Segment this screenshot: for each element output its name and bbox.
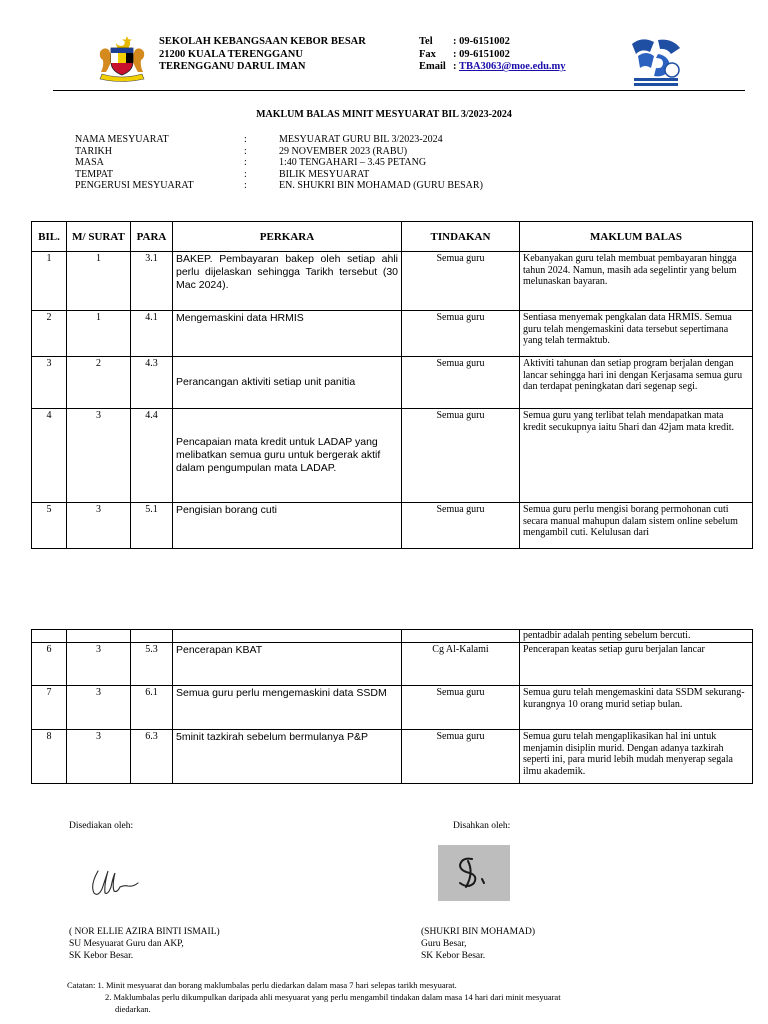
meta-key: MASA — [75, 157, 104, 168]
footnotes — [67, 979, 707, 1015]
header-divider — [53, 90, 745, 91]
col-header-bil: BIL. — [32, 222, 67, 252]
cell-surat: 1 — [67, 252, 131, 311]
fax-row — [419, 49, 566, 62]
col-header-surat: M/ SURAT — [67, 222, 131, 252]
cell-tindakan: Semua guru — [402, 252, 520, 311]
cell-tindakan: Semua guru — [402, 357, 520, 409]
fax-value: : 09-6151002 — [453, 48, 510, 60]
cell-maklum-balas: Aktiviti tahunan dan setiap program berjalan dengan lancar sehingga hari ini dengan Kerjasama semua guru dan terdapat peningkatan dari segenap segi. — [520, 357, 753, 409]
cell-bil: 1 — [32, 252, 67, 311]
signature-prepared — [84, 851, 154, 905]
meta-separator: : — [244, 180, 247, 191]
tel-label: Tel — [419, 36, 433, 47]
tel-value: : 09-6151002 — [453, 36, 510, 47]
cell-bil: 2 — [32, 311, 67, 357]
approved-by-name: (SHUKRI BIN MOHAMAD) — [421, 927, 535, 937]
cell-tindakan: Semua guru — [402, 730, 520, 784]
note-2: 2. Maklumbalas perlu dikumpulkan daripada ahli mesyuarat yang perlu mengambil tindakan dalam masa 14 hari dari minit mesyuarat — [105, 992, 561, 1002]
meta-value: BILIK MESYUARAT — [279, 168, 370, 180]
meeting-details — [75, 134, 483, 192]
cell-tindakan: Semua guru — [402, 311, 520, 357]
cell-perkara: Pengisian borang cuti — [173, 503, 402, 549]
table-header-row — [32, 222, 753, 252]
email-separator: : — [453, 61, 459, 72]
cell-perkara: Mengemaskini data HRMIS — [173, 311, 402, 357]
col-header-para: PARA — [131, 222, 173, 252]
approved-by-label: Disahkan oleh: — [453, 821, 511, 831]
school-address — [159, 36, 366, 74]
email-link[interactable]: TBA3063@moe.edu.my — [458, 61, 566, 72]
signature-approved — [438, 845, 510, 901]
note-1: Catatan: 1. Minit mesyuarat dan borang maklumbalas perlu diedarkan dalam masa 7 hari selepas tarikh mesyuarat. — [67, 980, 457, 990]
cell-para: 4.4 — [131, 409, 173, 503]
cell-bil: 5 — [32, 503, 67, 549]
meta-separator: : — [244, 168, 247, 180]
meta-row-name — [75, 134, 483, 146]
meta-row-chair — [75, 180, 483, 192]
cell-bil: 6 — [32, 643, 67, 686]
meta-row-time — [75, 157, 483, 169]
cell-para: 4.1 — [131, 311, 173, 357]
cell-bil: 4 — [32, 409, 67, 503]
cell-tindakan: Semua guru — [402, 503, 520, 549]
school-name: SEKOLAH KEBANGSAAN KEBOR BESAR — [159, 36, 366, 47]
cell-para: 4.3 — [131, 357, 173, 409]
meta-separator: : — [244, 145, 247, 157]
approved-by-org: SK Kebor Besar. — [421, 951, 486, 961]
note-2-continued: diedarkan. — [115, 1004, 151, 1014]
cell-surat: 3 — [67, 503, 131, 549]
table-row — [32, 357, 753, 409]
meta-key: TARIKH — [75, 145, 112, 157]
table-row — [32, 409, 753, 503]
meta-row-date — [75, 146, 483, 158]
cell-surat: 3 — [67, 643, 131, 686]
cell-bil: 3 — [32, 357, 67, 409]
col-header-perkara: PERKARA — [173, 222, 402, 252]
school-state: TERENGGANU DARUL IMAN — [159, 61, 306, 72]
col-header-maklum-balas: MAKLUM BALAS — [520, 222, 753, 252]
document-title: MAKLUM BALAS MINIT MESYUARAT BIL 3/2023-2024 — [256, 109, 512, 120]
meta-key: NAMA MESYUARAT — [75, 134, 169, 145]
cell-bil: 7 — [32, 686, 67, 730]
cell-maklum-balas: pentadbir adalah penting sebelum bercuti. — [520, 630, 753, 643]
prepared-by-label: Disediakan oleh: — [69, 821, 134, 831]
meta-value: 29 NOVEMBER 2023 (RABU) — [279, 145, 408, 157]
cell-perkara: 5minit tazkirah sebelum bermulanya P&P — [173, 730, 402, 784]
tel-row — [419, 36, 566, 49]
ministry-of-education-logo-icon — [628, 34, 684, 88]
cell-surat: 3 — [67, 730, 131, 784]
cell-tindakan: Cg Al-Kalami — [402, 643, 520, 686]
cell-para: 5.3 — [131, 643, 173, 686]
meta-key: PENGERUSI MESYUARAT — [75, 180, 194, 191]
cell-maklum-balas: Sentiasa menyemak pengkalan data HRMIS. Semua guru telah mengemaskini data tersebut sepertimana yang telah termaktub. — [520, 311, 753, 357]
minutes-table-continued — [31, 629, 753, 784]
approved-by-block — [421, 926, 535, 962]
cell-perkara: BAKEP. Pembayaran bakep oleh setiap ahli perlu dijelaskan sehingga Tarikh tersebut (30 Mac 2024). — [173, 252, 402, 311]
cell-perkara: Pencerapan KBAT — [173, 643, 402, 686]
cell-maklum-balas: Pencerapan keatas setiap guru berjalan lancar — [520, 643, 753, 686]
cell-maklum-balas: Kebanyakan guru telah membuat pembayaran hingga tahun 2024. Namun, masih ada segelintir yang belum melunaskan bayaran. — [520, 252, 753, 311]
cell-perkara: Pencapaian mata kredit untuk LADAP yang melibatkan semua guru untuk bergerak aktif dalam pengumpulan mata LADAP. — [173, 409, 402, 503]
prepared-by-block — [69, 926, 220, 962]
table-row — [32, 503, 753, 549]
cell-maklum-balas: Semua guru telah mengemaskini data SSDM sekurang-kurangnya 10 orang murid setiap bulan. — [520, 686, 753, 730]
email-label: Email — [419, 61, 446, 72]
school-contact — [419, 36, 566, 74]
meta-separator: : — [244, 157, 247, 168]
cell-surat: 2 — [67, 357, 131, 409]
meta-value: MESYUARAT GURU BIL 3/2023-2024 — [279, 134, 443, 145]
meta-value: 1:40 TENGAHARI – 3.45 PETANG — [279, 157, 427, 168]
table-row — [32, 643, 753, 686]
cell-maklum-balas: Semua guru perlu mengisi borang permohonan cuti secara manual mahupun dalam sistem online sebelum mengambil cuti. Kelulusan dari — [520, 503, 753, 549]
malaysia-coat-of-arms-icon — [94, 34, 150, 82]
table-row — [32, 311, 753, 357]
fax-label: Fax — [419, 48, 436, 60]
table-row — [32, 686, 753, 730]
cell-para: 6.1 — [131, 686, 173, 730]
table-row — [32, 730, 753, 784]
cell-maklum-balas: Semua guru yang terlibat telah mendapatkan mata kredit secukupnya iaitu 5hari dan 42jam mata kredit. — [520, 409, 753, 503]
cell-perkara: Semua guru perlu mengemaskini data SSDM — [173, 686, 402, 730]
cell-surat: 3 — [67, 686, 131, 730]
cell-surat: 3 — [67, 409, 131, 503]
table-row — [32, 252, 753, 311]
cell-tindakan: Semua guru — [402, 686, 520, 730]
meta-value: EN. SHUKRI BIN MOHAMAD (GURU BESAR) — [279, 180, 483, 191]
school-postcode-city: 21200 KUALA TERENGGANU — [159, 48, 303, 60]
prepared-by-org: SK Kebor Besar. — [69, 951, 134, 961]
cell-perkara: Perancangan aktiviti setiap unit panitia — [173, 357, 402, 409]
prepared-by-name: ( NOR ELLIE AZIRA BINTI ISMAIL) — [69, 927, 220, 937]
cell-para: 5.1 — [131, 503, 173, 549]
meta-key: TEMPAT — [75, 168, 113, 180]
cell-tindakan: Semua guru — [402, 409, 520, 503]
approved-by-role: Guru Besar, — [421, 939, 467, 949]
minutes-table — [31, 221, 753, 549]
col-header-tindakan: TINDAKAN — [402, 222, 520, 252]
email-row — [419, 61, 566, 74]
cell-para: 6.3 — [131, 730, 173, 784]
meta-separator: : — [244, 134, 247, 145]
table-row-continuation — [32, 630, 753, 643]
meta-row-place — [75, 169, 483, 181]
cell-para: 3.1 — [131, 252, 173, 311]
cell-bil: 8 — [32, 730, 67, 784]
cell-surat: 1 — [67, 311, 131, 357]
cell-maklum-balas: Semua guru telah mengaplikasikan hal ini untuk menjamin disiplin murid. Dengan adanya tazkirah seperti ini, para murid lebih mudah menyerap segala ilmu akademik. — [520, 730, 753, 784]
prepared-by-role: SU Mesyuarat Guru dan AKP, — [69, 939, 184, 949]
